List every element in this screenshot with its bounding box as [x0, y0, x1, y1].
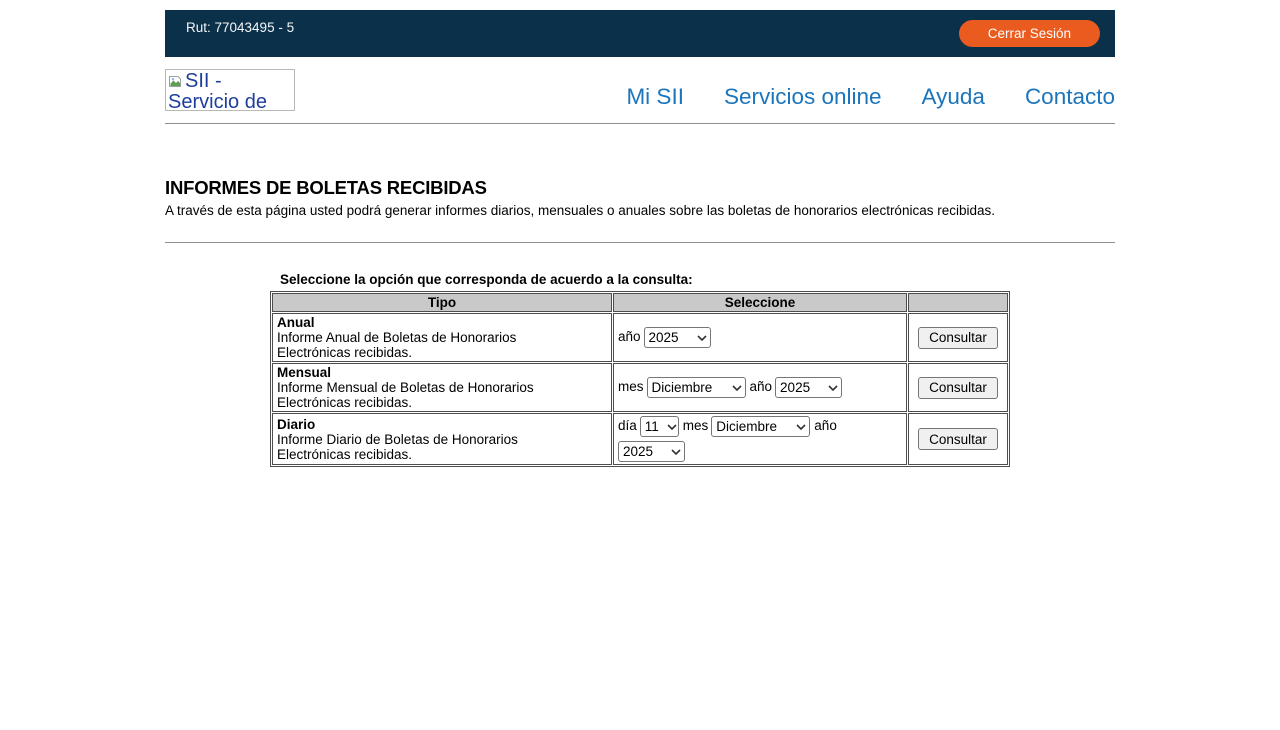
nav-contacto[interactable]: Contacto	[1024, 84, 1115, 109]
table-caption: Seleccione la opción que corresponda de acuerdo a la consulta:	[280, 272, 693, 287]
day-select-label: día	[618, 418, 637, 434]
month-select-wrapper	[711, 416, 810, 437]
table-header-row	[272, 293, 1008, 312]
report-type-label: Mensual	[277, 365, 332, 380]
month-select-wrapper	[647, 377, 746, 398]
report-options-table	[270, 291, 1010, 467]
mensual-year-select[interactable]	[775, 377, 842, 398]
mensual-month-select[interactable]	[647, 377, 746, 398]
month-select-label: mes	[682, 418, 709, 434]
report-type-description: Informe Mensual de Boletas de Honorarios Electrónicas recibidas.	[277, 380, 534, 410]
consultar-diario-button[interactable]: Consultar	[918, 428, 998, 450]
report-type-label: Anual	[277, 315, 315, 330]
consultar-mensual-button[interactable]: Consultar	[918, 377, 998, 399]
report-type-description: Informe Anual de Boletas de Honorarios Electrónicas recibidas.	[277, 330, 517, 360]
day-select-wrapper	[640, 416, 679, 437]
year-select-wrapper	[775, 377, 842, 398]
report-type-description: Informe Diario de Boletas de Honorarios Electrónicas recibidas.	[277, 431, 518, 462]
page-intro: A través de esta página usted podrá generar informes diarios, mensuales o anuales sobre las boletas de honorarios electrónicas recibidas.	[165, 203, 995, 218]
year-select-wrapper	[644, 327, 711, 348]
line-break	[618, 438, 902, 440]
table-row-mensual	[272, 363, 1008, 412]
diario-month-select[interactable]	[711, 416, 810, 437]
page-title: INFORMES DE BOLETAS RECIBIDAS	[165, 177, 487, 198]
diario-year-select[interactable]	[618, 441, 685, 462]
logout-button[interactable]: Cerrar Sesión	[959, 20, 1100, 47]
year-select-label: año	[618, 329, 641, 345]
broken-image-icon	[168, 74, 183, 89]
column-header-tipo: Tipo	[272, 293, 612, 312]
table-row-diario	[272, 413, 1008, 465]
year-select-wrapper	[618, 441, 685, 462]
section-divider	[165, 242, 1115, 243]
anual-year-select[interactable]	[644, 327, 711, 348]
diario-day-select[interactable]	[640, 416, 679, 437]
page-container	[165, 10, 1115, 467]
table-row-anual	[272, 313, 1008, 362]
consultar-anual-button[interactable]: Consultar	[918, 327, 998, 349]
month-select-label: mes	[618, 379, 644, 395]
nav-ayuda[interactable]: Ayuda	[921, 84, 985, 109]
sii-logo-broken-image[interactable]	[165, 69, 295, 111]
session-bar	[165, 10, 1115, 57]
nav-mi-sii[interactable]: Mi SII	[626, 84, 684, 109]
main-nav	[626, 84, 1115, 110]
nav-servicios-online[interactable]: Servicios online	[723, 84, 882, 109]
column-header-empty	[908, 293, 1008, 312]
year-select-label: año	[814, 418, 837, 434]
site-header	[165, 57, 1115, 124]
report-type-label: Diario	[277, 416, 316, 432]
year-select-label: año	[749, 379, 773, 395]
column-header-seleccione: Seleccione	[613, 293, 907, 312]
logo-alt-text: SII - Servicio de	[168, 70, 267, 111]
rut-label: Rut: 77043495 - 5	[186, 20, 295, 35]
